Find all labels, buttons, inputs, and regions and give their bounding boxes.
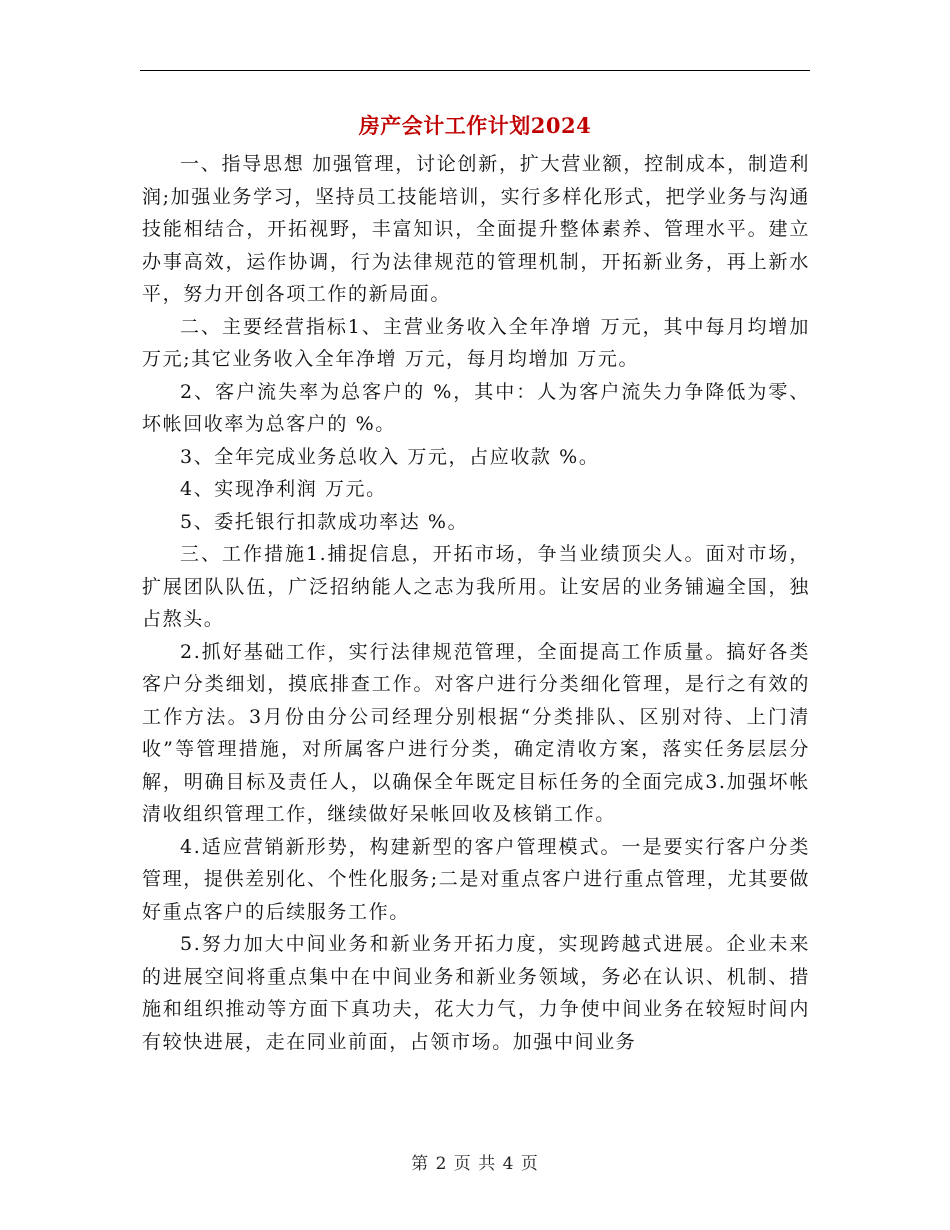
paragraph-work-measures: 三、工作措施1.捕捉信息，开拓市场，争当业绩顶尖人。面对市场，扩展团队队伍，广泛招纳能人之志为我所用。让安居的业务铺遍全国，独占熬头。 xyxy=(142,543,810,630)
paragraph-main-targets: 二、主要经营指标1、主营业务收入全年净增 万元，其中每月均增加 万元;其它业务收入全年净增 万元，每月均增加 万元。 xyxy=(142,315,810,370)
paragraph-bank-deduction: 5、委托银行扣款成功率达 %。 xyxy=(180,510,469,533)
paragraph-customer-loss-rate: 2、客户流失率为总客户的 %，其中：人为客户流失力争降低为零、坏帐回收率为总客户的 %。 xyxy=(142,380,810,435)
page-number-footer: 第 2 页 共 4 页 xyxy=(411,1154,539,1174)
document-title: 房产会计工作计划2024 xyxy=(358,113,592,138)
paragraph-intermediate-business: 5.努力加大中间业务和新业务开拓力度，实现跨越式进展。企业未来的进展空间将重点集中在中间业务和新业务领域，务必在认识、机制、措施和组织推动等方面下真功夫，花大力气，力争使中间业务在较短时间内有较快进展，走在同业前面，占领市场。加强中间业务 xyxy=(142,933,810,1053)
paragraph-basic-work: 2.抓好基础工作，实行法律规范管理，全面提高工作质量。搞好各类客户分类细划，摸底排查工作。对客户进行分类细化管理，是行之有效的工作方法。3月份由分公司经理分别根据“分类排队、区别对待、上门清收”等管理措施，对所属客户进行分类，确定清收方案，落实任务层层分解，明确目标及责任人，以确保全年既定目标任务的全面完成3.加强坏帐清收组织管理工作，继续做好呆帐回收及核销工作。 xyxy=(142,640,810,825)
header-rule xyxy=(140,70,810,71)
paragraph-total-revenue: 3、全年完成业务总收入 万元，占应收款 %。 xyxy=(180,445,600,468)
paragraph-net-profit: 4、实现净利润 万元。 xyxy=(180,478,387,500)
paragraph-guiding-principle: 一、指导思想 加强管理，讨论创新，扩大营业额，控制成本，制造利润;加强业务学习，坚持员工技能培训，实行多样化形式，把学业务与沟通技能相结合，开拓视野，丰富知识，全面提升整体素养、管理水平。建立办事高效，运作协调，行为法律规范的管理机制，开拓新业务，再上新水平，努力开创各项工作的新局面。 xyxy=(142,153,810,305)
document-body xyxy=(142,148,810,1058)
paragraph-customer-model: 4.适应营销新形势，构建新型的客户管理模式。一是要实行客户分类管理，提供差别化、个性化服务;二是对重点客户进行重点管理，尤其要做好重点客户的后续服务工作。 xyxy=(142,835,810,923)
